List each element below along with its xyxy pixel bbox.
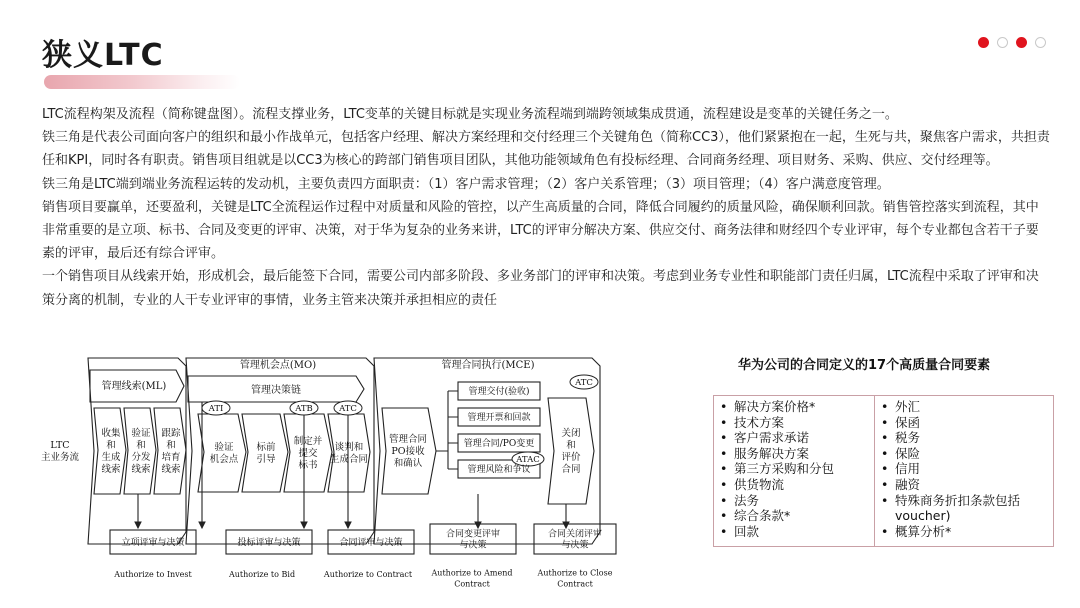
gate-label: ATB (295, 404, 313, 414)
review-decision-label: 合同关闭评审与决策 (547, 529, 603, 551)
requirement-text: 供货物流 (734, 476, 785, 492)
requirement-item (881, 524, 1053, 540)
authorization-label: Authorize to Contract (323, 570, 413, 579)
bullet-icon: • (881, 430, 889, 446)
mce-section-title: 管理合同执行(MCE) (441, 360, 535, 371)
review-decision-label: 合同评审与决策 (339, 538, 403, 548)
requirement-text: 外汇 (895, 399, 921, 414)
requirement-text: 技术方案 (734, 414, 785, 430)
requirements-left-column (714, 396, 875, 546)
requirement-item (720, 477, 874, 493)
ml-section-title: 管理线索(ML) (101, 381, 167, 392)
bullet-icon: • (881, 476, 889, 492)
bullet-icon: • (881, 414, 889, 430)
body-text (42, 103, 1050, 312)
page-title: 狭义LTC (42, 38, 164, 73)
ml-step-label: 验证和分发线索 (131, 428, 151, 475)
bullet-icon: • (881, 461, 889, 477)
requirement-item (881, 415, 1053, 431)
requirement-item (720, 430, 874, 446)
requirements-right-column (875, 396, 1053, 546)
requirement-text: 税务 (895, 430, 921, 446)
requirement-item (881, 399, 1053, 415)
page-indicator (978, 37, 1046, 48)
requirement-text: 融资 (895, 476, 921, 492)
page-dot[interactable] (978, 37, 989, 48)
review-decision-label: 投标评审与决策 (237, 538, 301, 548)
requirement-text: 保险 (895, 445, 921, 461)
requirements-table (713, 395, 1054, 547)
requirement-text: 特殊商务折扣条款包括voucher) (895, 492, 1021, 524)
requirement-text: 概算分析* (895, 523, 952, 539)
bullet-icon: • (720, 523, 728, 539)
bullet-icon: • (720, 461, 728, 477)
review-decision-label: 合同变更评审与决策 (445, 529, 501, 551)
bullet-icon: • (720, 445, 728, 461)
requirement-text: 回款 (734, 523, 760, 539)
requirement-text: 第三方采购和分包 (734, 461, 835, 477)
requirement-item (720, 399, 874, 415)
bullet-icon: • (720, 492, 728, 508)
bullet-icon: • (881, 492, 889, 508)
requirement-text: 保函 (895, 414, 921, 430)
mo-step-label: 验证机会点 (209, 442, 239, 465)
bullet-icon: • (881, 399, 889, 414)
requirements-title: 华为公司的合同定义的17个高质量合同要素 (738, 358, 991, 373)
mce-task-label: 管理风险和争议 (467, 465, 531, 475)
authorization-label: Authorize to Amend Contract (431, 568, 513, 589)
page-dot[interactable] (1035, 37, 1046, 48)
ltc-main-flow-label: LTC 主业务流 (40, 440, 80, 463)
page-dot[interactable] (997, 37, 1008, 48)
gate-label: ATAC (516, 455, 540, 465)
requirement-item (720, 508, 874, 524)
requirement-text: 客户需求承诺 (734, 430, 810, 446)
page-dot[interactable] (1016, 37, 1027, 48)
ml-step-label: 收集和生成线索 (101, 428, 121, 475)
authorization-label: Authorize to Bid (228, 570, 296, 579)
decision-chain-label: 管理决策链 (251, 385, 301, 396)
requirement-item (881, 461, 1053, 477)
review-decision-label: 立项评审与决策 (121, 538, 185, 548)
requirement-item (720, 524, 874, 540)
mce-step-label: 关闭和评价合同 (561, 428, 581, 475)
mce-task-label: 管理交付(验收) (468, 387, 530, 397)
requirement-text: 信用 (895, 461, 921, 477)
ltc-process-diagram (38, 352, 618, 600)
bullet-icon: • (720, 508, 728, 524)
ml-step-label: 跟踪和培育线索 (161, 428, 181, 475)
gate-label: ATC (575, 378, 593, 388)
paragraph-ltc-architecture: LTC流程构架及流程（简称键盘图）。流程支撑业务，LTC变革的关键目标就是实现业务流程端到端跨领域集成贯通，流程建设是变革的关键任务之一。 (42, 107, 898, 122)
title-underline-decoration (44, 75, 240, 89)
mo-step-label: 制定并提交标书 (293, 436, 323, 471)
requirement-text: 综合条款* (734, 508, 791, 524)
mo-section-title: 管理机会点(MO) (239, 360, 317, 371)
paragraph-review-decision: 一个销售项目从线索开始，形成机会，最后能签下合同，需要公司内部多阶段、多业务部门的评审和决策。考虑到业务专业性和职能部门责任归属，LTC流程中采取了评审和决策分离的机制，专业的人干专业评审的事情，业务主管来决策并承担相应的责任 (42, 269, 1039, 308)
bullet-icon: • (720, 476, 728, 492)
requirement-item (881, 477, 1053, 493)
paragraph-iron-triangle: 铁三角是代表公司面向客户的组织和最小作战单元，包括客户经理、解决方案经理和交付经理三个关键角色（简称CC3），他们紧紧抱在一起，生死与共，聚焦客户需求，共担责任和KPI，同时各有职责。销售项目组就是以CC3为核心的跨部门销售项目团队，其他功能领域角色有投标经理、合同商务经理、项目财务、采购、供应、交付经理等。 (42, 130, 1050, 169)
mo-step-label: 谈判和生成合同 (329, 442, 369, 465)
gate-label: ATC (339, 404, 357, 414)
bullet-icon: • (720, 430, 728, 446)
mo-step-label: 标前引导 (256, 442, 276, 465)
requirement-item (881, 446, 1053, 462)
requirement-text: 服务解决方案 (734, 445, 810, 461)
mce-task-label: 管理合同/PO变更 (463, 439, 535, 449)
authorization-label: Authorize to Invest (114, 570, 192, 579)
mce-task-label: 管理开票和回款 (467, 413, 531, 423)
requirement-item (720, 415, 874, 431)
bullet-icon: • (720, 414, 728, 430)
requirement-item (881, 430, 1053, 446)
paragraph-iron-triangle-duties: 铁三角是LTC端到端业务流程运转的发动机，主要负责四方面职责：（1）客户需求管理；（2）客户关系管理；（3）项目管理；（4）客户满意度管理。 (42, 176, 890, 192)
bullet-icon: • (881, 523, 889, 539)
requirement-text: 法务 (734, 492, 760, 508)
requirement-text: 解决方案价格* (734, 399, 816, 414)
bullet-icon: • (881, 445, 889, 461)
authorization-label: Authorize to Close Contract (537, 568, 613, 589)
requirement-item (720, 493, 874, 509)
requirement-item (720, 461, 874, 477)
requirement-item (720, 446, 874, 462)
bullet-icon: • (720, 399, 728, 414)
requirement-item (881, 493, 1053, 524)
mce-step-label: 管理合同 PO接收和确认 (388, 434, 428, 469)
gate-label: ATI (208, 404, 224, 414)
paragraph-sales-control: 销售项目要赢单，还要盈利，关键是LTC全流程运作过程中对质量和风险的管控，以产生高质量的合同，降低合同履约的质量风险，确保顺利回款。销售管控落实到流程，其中非常重要的是立项、标书、合同及变更的评审、决策，对于华为复杂的业务来讲，LTC的评审分解决方案、供应交付、商务法律和财经四个专业评审，每个专业都包含若干子要素的评审，最后还有综合评审。 (42, 199, 1039, 262)
